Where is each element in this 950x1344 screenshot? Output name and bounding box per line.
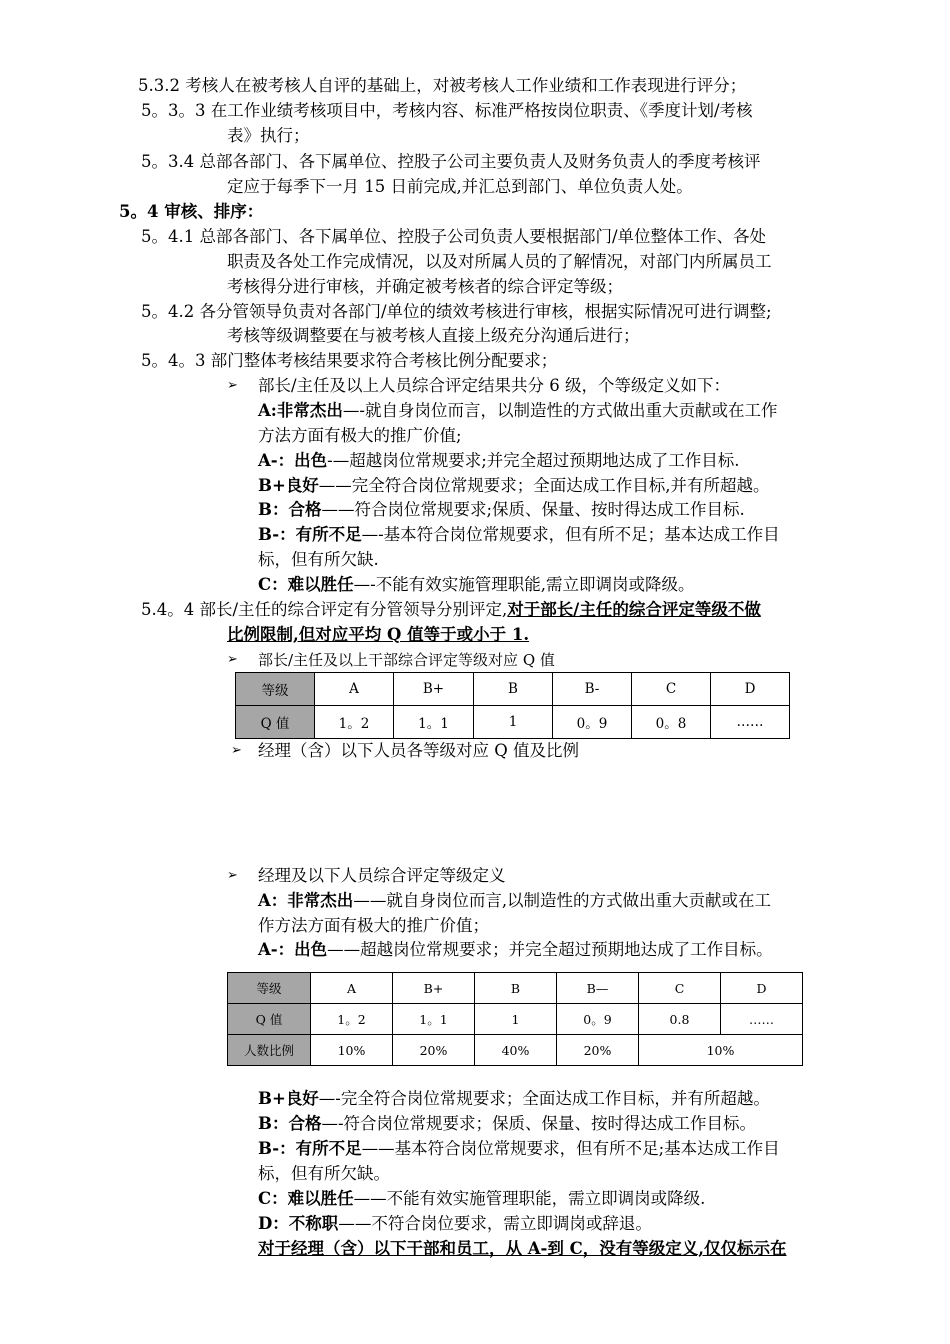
mgr-grade-a-minus-definition: A-：出色——超越岗位常规要求；并完全超过预期地达成了工作目标。 xyxy=(258,940,773,959)
table-header-cell: B xyxy=(474,673,553,706)
table-header-cell: B— xyxy=(557,973,639,1004)
grade-a-definition: A:非常杰出—-就自身岗位而言，以制造性的方式做出重大贡献或在工作 xyxy=(258,401,778,420)
table-header-cell: C xyxy=(632,673,711,706)
clause-5-4-4: 5.4。4 部长/主任的综合评定有分管领导分别评定,对于部长/主任的综合评定等级不做 xyxy=(141,600,761,619)
table-cell: 20% xyxy=(393,1035,475,1066)
table-cell: 1 xyxy=(475,1004,557,1035)
clause-5-4-4-cont: 比例限制,但对应平均 Q 值等于或小于 1. xyxy=(227,625,530,644)
clause-5-4-1-cont1: 职责及各处工作完成情况，以及对所属人员的了解情况，对部门内所属员工 xyxy=(227,252,772,271)
mgr-grade-a-definition-cont: 作方法方面有极大的推广价值； xyxy=(258,916,489,935)
clause-5-4-2-cont: 考核等级调整要在与被考核人直接上级充分沟通后进行； xyxy=(227,326,640,345)
table-cell: 1 xyxy=(474,706,553,739)
table-cell: 0.8 xyxy=(639,1004,721,1035)
table-cell: …… xyxy=(721,1004,803,1035)
clause-5-3-4-cont: 定应于每季下一月 15 日前完成,并汇总到部门、单位负责人处。 xyxy=(227,177,693,196)
table-cell: 40% xyxy=(475,1035,557,1066)
manager-q-ratio-table xyxy=(227,972,803,1066)
bullet-grade-intro: 部长/主任及以上人员综合评定结果共分 6 级，个等级定义如下： xyxy=(258,376,731,395)
mgr-grade-b-minus-definition: B-：有所不足——基本符合岗位常规要求，但有所不足;基本达成工作目 xyxy=(258,1139,780,1158)
table-header-cell: A xyxy=(311,973,393,1004)
bullet-arrow-icon: ➢ xyxy=(231,743,242,758)
clause-5-3-3-cont: 表》执行； xyxy=(227,126,310,145)
clause-5-4-1-cont2: 考核得分进行审核，并确定被考核者的综合评定等级； xyxy=(227,277,623,296)
table-header-cell: 等级 xyxy=(236,673,315,706)
clause-5-3-4: 5。3.4 总部各部门、各下属单位、控股子公司主要负责人及财务负责人的季度考核评 xyxy=(141,152,761,171)
closing-note: 对于经理（含）以下干部和员工，从 A-到 C，没有等级定义,仅仅标示在 xyxy=(258,1239,787,1258)
table-header-cell: D xyxy=(721,973,803,1004)
table-header-cell: B- xyxy=(553,673,632,706)
table-row xyxy=(236,673,790,706)
mgr-grade-b-definition: B：合格—-符合岗位常规要求；保质、保量、按时得达成工作目标。 xyxy=(258,1114,757,1133)
table-header-cell: 等级 xyxy=(228,973,311,1004)
table-cell: 10% xyxy=(311,1035,393,1066)
clause-5-3-2: 5.3.2 考核人在被考核人自评的基础上，对被考核人工作业绩和工作表现进行评分； xyxy=(138,76,747,95)
bullet-q-value-title: 部长/主任及以上干部综合评定等级对应 Q 值 xyxy=(258,651,555,669)
table-cell: 0。9 xyxy=(557,1004,639,1035)
table-header-cell: B xyxy=(475,973,557,1004)
grade-b-definition: B：合格——符合岗位常规要求;保质、保量、按时得达成工作目标. xyxy=(258,500,745,519)
table-cell: 人数比例 xyxy=(228,1035,311,1066)
bullet-arrow-icon: ➢ xyxy=(227,868,238,883)
clause-5-4-1: 5。4.1 总部各部门、各下属单位、控股子公司负责人要根据部门/单位整体工作、各处 xyxy=(141,227,767,246)
grade-c-definition: C：难以胜任—-不能有效实施管理职能,需立即调岗或降级。 xyxy=(258,575,695,594)
clause-5-4-2: 5。4.2 各分管领导负责对各部门/单位的绩效考核进行审核，根据实际情况可进行调整; xyxy=(141,302,772,321)
table-cell: 0。9 xyxy=(553,706,632,739)
table-cell: Q 值 xyxy=(228,1004,311,1035)
table-header-cell: C xyxy=(639,973,721,1004)
table-cell: 1。1 xyxy=(393,1004,475,1035)
clause-5-4-3: 5。4。3 部门整体考核结果要求符合考核比例分配要求； xyxy=(141,351,558,370)
table-cell: Q 值 xyxy=(236,706,315,739)
bullet-manager-q-ratio: 经理（含）以下人员各等级对应 Q 值及比例 xyxy=(258,741,580,760)
table-header-cell: A xyxy=(315,673,394,706)
grade-b-minus-definition-cont: 标，但有所欠缺. xyxy=(258,550,379,569)
table-row xyxy=(228,1004,803,1035)
table-header-cell: B+ xyxy=(394,673,474,706)
table-row xyxy=(236,706,790,739)
table-row xyxy=(228,1035,803,1066)
bullet-manager-grade-def: 经理及以下人员综合评定等级定义 xyxy=(258,866,506,885)
table-cell: 20% xyxy=(557,1035,639,1066)
table-cell: 0。8 xyxy=(632,706,711,739)
mgr-grade-b-plus-definition: B+良好—-完全符合岗位常规要求；全面达成工作目标，并有所超越。 xyxy=(258,1089,770,1108)
table-header-cell: B+ xyxy=(393,973,475,1004)
table-header-cell: D xyxy=(711,673,790,706)
table-cell: …… xyxy=(711,706,790,739)
bullet-arrow-icon: ➢ xyxy=(227,652,238,667)
table-cell: 1。2 xyxy=(311,1004,393,1035)
grade-b-plus-definition: B+良好——完全符合岗位常规要求；全面达成工作目标,并有所超越。 xyxy=(258,476,770,495)
mgr-grade-c-definition: C：难以胜任——不能有效实施管理职能，需立即调岗或降级. xyxy=(258,1189,706,1208)
mgr-grade-a-definition: A：非常杰出——就自身岗位而言,以制造性的方式做出重大贡献或在工 xyxy=(258,891,772,910)
table-cell: 1。1 xyxy=(394,706,474,739)
table-row xyxy=(228,973,803,1004)
table-cell: 10% xyxy=(639,1035,803,1066)
section-heading-5-4: 5。4 审核、排序： xyxy=(119,202,264,221)
grade-a-definition-cont: 方法方面有极大的推广价值; xyxy=(258,426,462,445)
mgr-grade-b-minus-definition-cont: 标，但有所欠缺。 xyxy=(258,1164,390,1183)
bullet-arrow-icon: ➢ xyxy=(227,378,238,393)
grade-b-minus-definition: B-：有所不足—-基本符合岗位常规要求，但有所不足；基本达成工作目 xyxy=(258,525,780,544)
q-value-table xyxy=(235,672,790,739)
grade-a-minus-definition: A-：出色-—超越岗位常规要求;并完全超过预期地达成了工作目标. xyxy=(258,451,740,470)
clause-5-3-3: 5。3。3 在工作业绩考核项目中，考核内容、标准严格按岗位职责、《季度计划/考核 xyxy=(141,101,753,120)
table-cell: 1。2 xyxy=(315,706,394,739)
mgr-grade-d-definition: D：不称职——不符合岗位要求，需立即调岗或辞退。 xyxy=(258,1214,652,1233)
